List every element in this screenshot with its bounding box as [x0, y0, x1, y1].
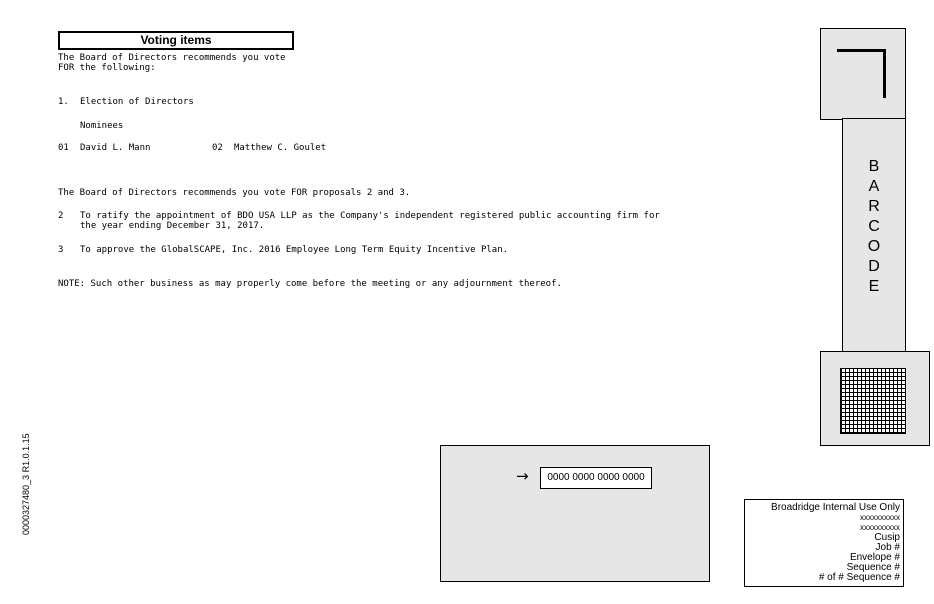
document-code: 0000327480_3 R1.0.1.15: [21, 433, 31, 535]
control-number-field: 0000 0000 0000 0000: [540, 467, 652, 489]
barcode-letter: E: [868, 278, 880, 295]
item-1-label: Election of Directors: [80, 97, 194, 107]
barcode-letter: A: [868, 178, 880, 195]
cusip-label: Cusip: [874, 532, 900, 543]
broadridge-heading: Broadridge Internal Use Only: [771, 502, 900, 513]
intro-text: The Board of Directors recommends you vote FOR the following:: [58, 53, 286, 73]
proposal-2-number: 2: [58, 211, 64, 221]
item-1-number: 1.: [58, 97, 69, 107]
nominee-1-number: 01: [58, 143, 69, 153]
right-arrow-icon: →: [516, 467, 529, 485]
job-label: Job #: [875, 542, 900, 553]
broadridge-line-1: xxxxxxxxxx: [860, 513, 900, 522]
corner-mark-box: [820, 28, 906, 120]
recommendation-text: The Board of Directors recommends you vote FOR proposals 2 and 3.: [58, 188, 411, 198]
datamatrix-box: [820, 351, 930, 446]
barcode-letter: O: [867, 238, 881, 255]
nominee-2-number: 02: [212, 143, 223, 153]
broadridge-box: [744, 499, 904, 587]
barcode-letter: R: [868, 198, 880, 215]
proposal-3-text: To approve the GlobalSCAPE, Inc. 2016 Employee Long Term Equity Incentive Plan.: [80, 245, 509, 255]
broadridge-line-2: xxxxxxxxxx: [860, 523, 900, 532]
proposal-2-text: To ratify the appointment of BDO USA LLP as the Company's independent registered public accounting firm for the year ending December 31, 2017.: [80, 211, 660, 231]
barcode-box: [842, 118, 906, 352]
control-number-box: [440, 445, 710, 582]
note-text: NOTE: Such other business as may properly come before the meeting or any adjournment thereof.: [58, 279, 562, 289]
sequence-label: Sequence #: [846, 562, 900, 573]
datamatrix-icon: [840, 368, 906, 434]
barcode-letter: B: [868, 158, 880, 175]
nominee-2-name: Matthew C. Goulet: [234, 143, 327, 153]
barcode-letter: C: [868, 218, 880, 235]
nominees-label: Nominees: [80, 121, 124, 131]
of-sequence-label: # of # Sequence #: [818, 572, 900, 583]
envelope-label: Envelope #: [849, 552, 900, 563]
barcode-label: [843, 157, 905, 297]
proposal-3-number: 3: [58, 245, 64, 255]
barcode-letter: D: [868, 258, 880, 275]
corner-mark-icon: [837, 49, 886, 98]
nominee-1-name: David L. Mann: [80, 143, 151, 153]
voting-items-title: Voting items: [58, 31, 294, 50]
